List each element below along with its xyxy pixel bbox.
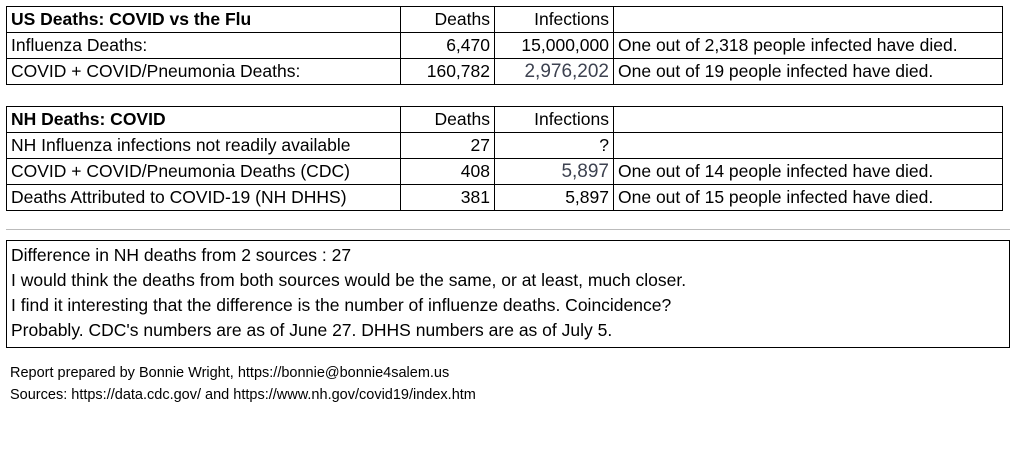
- sources-text: Sources: https://data.cdc.gov/ and https://www.nh.gov/covid19/index.htm: [10, 387, 476, 403]
- note-cell: One out of 2,318 people infected have died.: [614, 33, 1003, 59]
- row-label: Deaths Attributed to COVID-19 (NH DHHS): [7, 185, 401, 211]
- divider: [6, 229, 1010, 230]
- report-footer: [6, 362, 1018, 406]
- infections-cell: 5,897: [495, 185, 614, 211]
- deaths-cell: 160,782: [401, 59, 495, 85]
- deaths-cell: 381: [401, 185, 495, 211]
- row-label: COVID + COVID/Pneumonia Deaths (CDC): [7, 159, 401, 185]
- note-cell: One out of 14 people infected have died.: [614, 159, 1003, 185]
- table-title: US Deaths: COVID vs the Flu: [7, 7, 401, 33]
- table-row: [7, 59, 1003, 85]
- row-label: Influenza Deaths:: [7, 33, 401, 59]
- note-line: Probably. CDC's numbers are as of June 27. DHHS numbers are as of July 5.: [11, 320, 613, 340]
- table-title: NH Deaths: COVID: [7, 107, 401, 133]
- infections-cell: 15,000,000: [495, 33, 614, 59]
- us-deaths-table: [6, 6, 1003, 85]
- table-row: [7, 33, 1003, 59]
- infections-cell: ?: [495, 133, 614, 159]
- table-row: [7, 133, 1003, 159]
- column-header-note: [614, 107, 1003, 133]
- column-header-infections: Infections: [495, 7, 614, 33]
- table-header-row: [7, 107, 1003, 133]
- row-label: COVID + COVID/Pneumonia Deaths:: [7, 59, 401, 85]
- prepared-by-text: Report prepared by Bonnie Wright, https://bonnie@bonnie4salem.us: [10, 365, 450, 381]
- note-line: I find it interesting that the difference is the number of influenze deaths. Coincidence?: [11, 295, 672, 315]
- notes-box: [6, 240, 1010, 348]
- column-header-note: [614, 7, 1003, 33]
- table-row: [7, 185, 1003, 211]
- nh-deaths-table: [6, 106, 1003, 211]
- deaths-cell: 408: [401, 159, 495, 185]
- note-line: Difference in NH deaths from 2 sources : 27: [11, 245, 352, 265]
- table-header-row: [7, 7, 1003, 33]
- row-label: NH Influenza infections not readily available: [7, 133, 401, 159]
- table-row: [7, 159, 1003, 185]
- note-cell: One out of 19 people infected have died.: [614, 59, 1003, 85]
- column-header-infections: Infections: [495, 107, 614, 133]
- deaths-cell: 6,470: [401, 33, 495, 59]
- deaths-cell: 27: [401, 133, 495, 159]
- report: [6, 6, 1018, 406]
- note-cell: One out of 15 people infected have died.: [614, 185, 1003, 211]
- column-header-deaths: Deaths: [401, 107, 495, 133]
- column-header-deaths: Deaths: [401, 7, 495, 33]
- note-line: I would think the deaths from both sources would be the same, or at least, much closer.: [11, 270, 687, 290]
- note-cell: [614, 133, 1003, 159]
- infections-cell: 2,976,202: [495, 59, 614, 85]
- spacer: [6, 85, 1018, 106]
- infections-cell: 5,897: [495, 159, 614, 185]
